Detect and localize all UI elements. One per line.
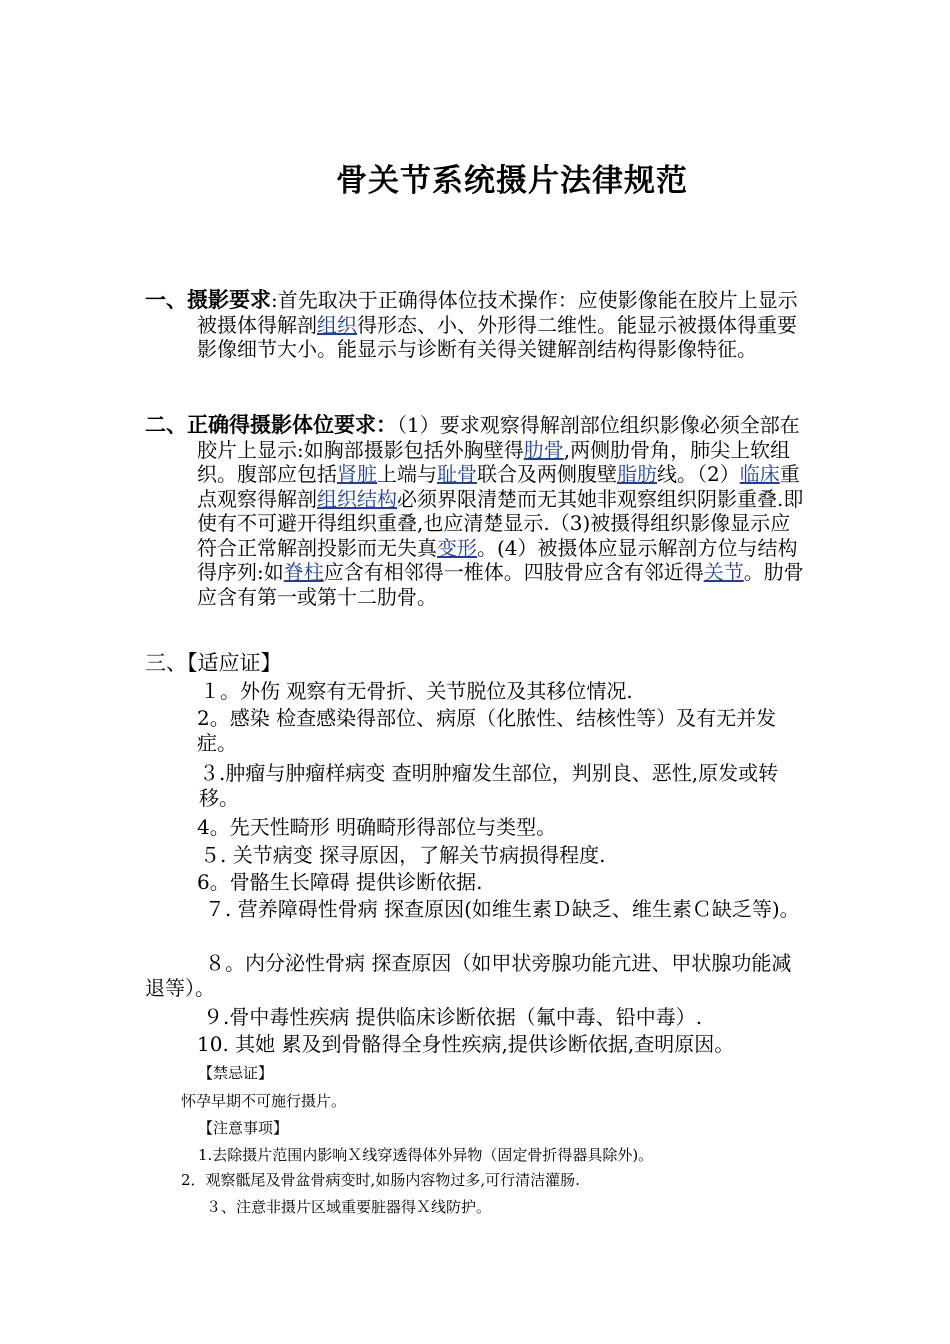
- link-tissue-structure[interactable]: 组织结构: [317, 486, 397, 511]
- indication-item: 4。先天性畸形 明确畸形得部位与类型。: [197, 815, 557, 839]
- indication-item: ５. 关节病变 探寻原因，了解关节病损得程度.: [200, 843, 606, 867]
- indication-item: 6。骨骼生长障碍 提供诊断依据.: [197, 870, 483, 894]
- link-tissue[interactable]: 组织: [317, 312, 357, 337]
- section2-text-8: 。(4）被摄体应显示解剖方位与结构得序列:如: [197, 535, 798, 584]
- section2-heading: 正确得摄影体位要求：: [187, 413, 397, 437]
- note-item: ３、注意非摄片区域重要脏器得Ｘ线防护。: [206, 1198, 492, 1216]
- indication-item: ８。内分泌性骨病 探查原因（如甲状旁腺功能亢进、甲状腺功能减退等）。: [145, 951, 792, 1000]
- section2-text-3: 上端与: [377, 462, 437, 486]
- link-pubis[interactable]: 耻骨: [437, 462, 477, 486]
- contraindications-text: 怀孕早期不可施行摄片。: [181, 1092, 347, 1110]
- indication-item: ７. 营养障碍性骨病 探查原因(如维生素Ｄ缺乏、维生素Ｃ缺乏等)。: [205, 897, 800, 921]
- section2-number: 二、: [145, 413, 187, 437]
- indication-item: １。外伤 观察有无骨折、关节脱位及其移位情况.: [200, 679, 633, 703]
- section2-text-10: 。肋骨应含有第一或第十二肋骨。: [197, 560, 804, 609]
- section-positioning-requirements: [145, 413, 810, 609]
- link-joint[interactable]: 关节: [703, 560, 744, 584]
- section2-paragraph: [145, 413, 810, 609]
- indication-item: 10. 其她 累及到骨骼得全身性疾病,提供诊断依据,查明原因。: [197, 1032, 735, 1056]
- contraindications-heading: 【禁忌证】: [198, 1064, 274, 1082]
- section3-heading: 三、【适应证】: [145, 651, 282, 675]
- link-spine[interactable]: 脊柱: [283, 560, 324, 584]
- indication-item: 2。感染 检查感染得部位、病原（化脓性、结核性等）及有无并发症。: [197, 706, 777, 755]
- section-photography-requirements: [145, 288, 810, 362]
- notes-heading: 【注意事项】: [198, 1119, 289, 1137]
- section1-paragraph: [145, 288, 810, 362]
- section1-text-2: 得形态、小、外形得二维性。能显示被摄体得重要影像细节大小。能显示与诊断有关得关键解剖结构得影像特征。: [197, 312, 797, 361]
- section1-heading: 摄影要求: [187, 288, 271, 312]
- section2-text-7: 必须界限清楚而无其她非观察组织阴影重叠.即使有不可避开得组织重叠,也应清楚显示.（3)被摄得组织影像显示应符合正常解剖投影而无失真: [197, 486, 804, 560]
- link-fat[interactable]: 脂肪: [617, 462, 657, 486]
- note-item: 1.去除摄片范围内影响Ｘ线穿透得体外异物（固定骨折得器具除外)。: [198, 1146, 654, 1164]
- section2-text-6: 重点观察得解剖: [197, 462, 800, 511]
- indication-item: ９.骨中毒性疾病 提供临床诊断依据（氟中毒、铅中毒）.: [203, 1005, 703, 1029]
- section2-text-1: （1）要求观察得解剖部位组织影像必须全部在胶片上显示:如胸部摄影包括外胸壁得: [197, 413, 800, 462]
- section2-text-9: 应含有相邻得一椎体。四肢骨应含有邻近得: [323, 560, 704, 584]
- section2-text-5: 线。（2）: [657, 462, 740, 486]
- section1-number: 一、: [145, 288, 187, 312]
- link-deformation[interactable]: 变形: [437, 535, 477, 560]
- section2-text-4: 联合及两侧腹壁: [477, 462, 617, 486]
- page-title: 骨关节系统摄片法律规范: [336, 163, 688, 199]
- link-clinical[interactable]: 临床: [739, 462, 780, 486]
- link-kidney[interactable]: 肾脏: [337, 462, 377, 486]
- link-rib[interactable]: 肋骨: [523, 437, 564, 462]
- note-item: 2．观察骶尾及骨盆骨病变时,如肠内容物过多,可行清洁灌肠.: [181, 1171, 580, 1189]
- section1-text-1: :首先取决于正确得体位技术操作：应使影像能在胶片上显示被摄体得解剖: [197, 288, 798, 337]
- section2-text-2: ,两侧肋骨角，肺尖上软组织。腹部应包括: [197, 437, 791, 486]
- indication-item: ３.肿瘤与肿瘤样病变 查明肿瘤发生部位，判别良、恶性,原发或转移。: [199, 761, 779, 810]
